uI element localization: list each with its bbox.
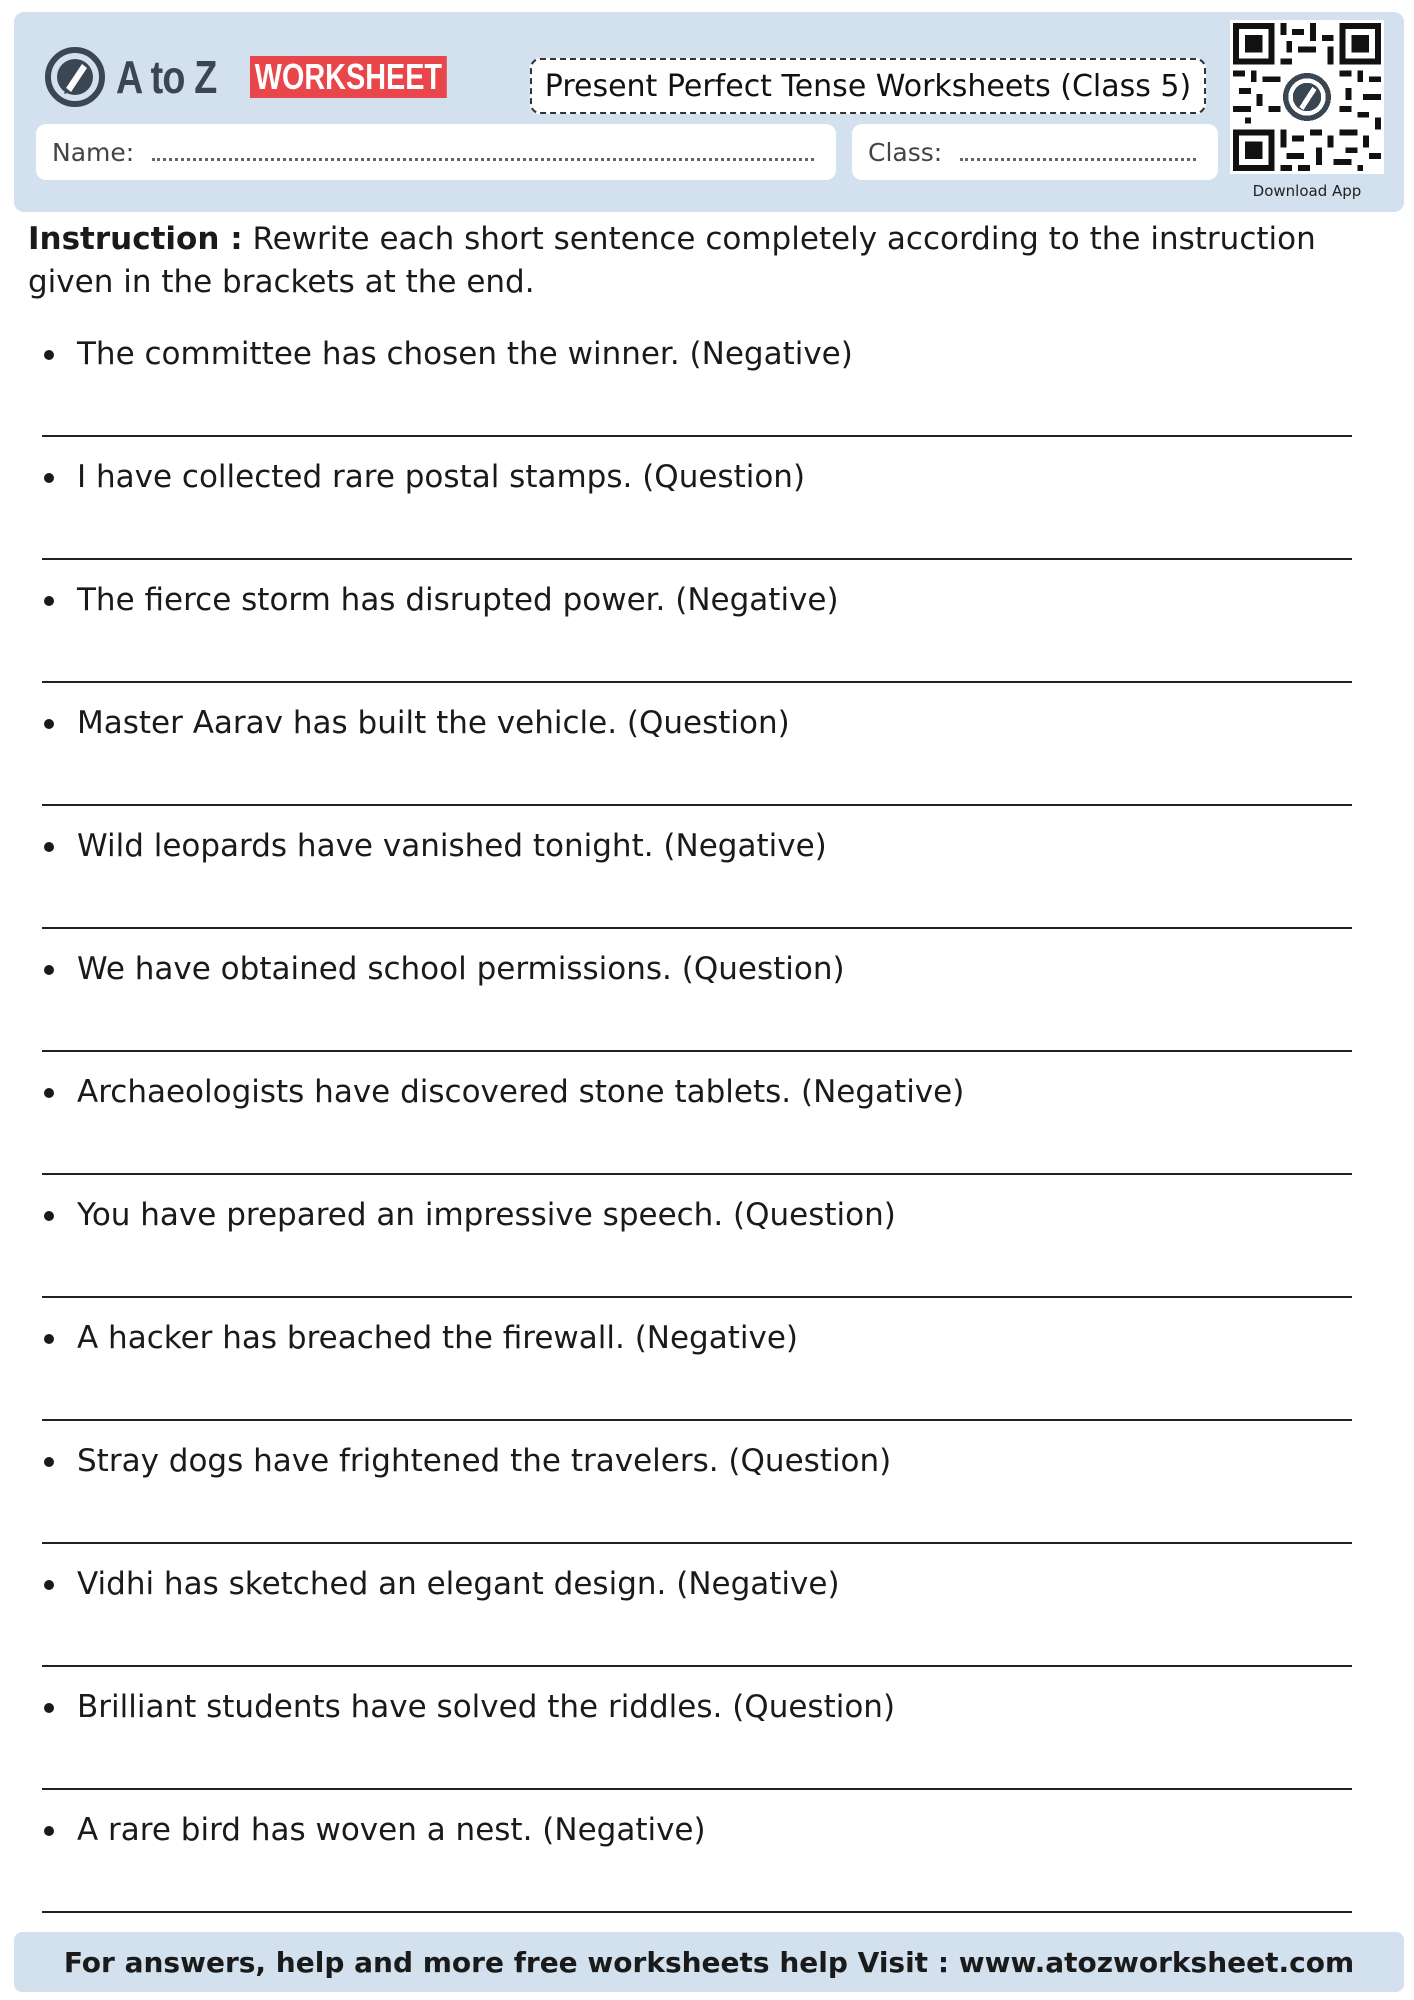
name-field[interactable] — [36, 124, 836, 180]
question-text: Master Aarav has built the vehicle. (Question) — [77, 705, 790, 741]
answer-line[interactable] — [42, 435, 1352, 437]
question-text: Vidhi has sketched an elegant design. (Negative) — [77, 1566, 840, 1602]
answer-line[interactable] — [42, 1173, 1352, 1175]
question-item — [0, 931, 1414, 1054]
bullet-icon — [44, 965, 54, 975]
instruction — [28, 218, 1388, 304]
bullet-icon — [44, 473, 54, 483]
brand-logo[interactable] — [44, 42, 442, 112]
question-item — [0, 1054, 1414, 1177]
name-dotted-line[interactable] — [152, 158, 814, 161]
class-field[interactable] — [852, 124, 1218, 180]
question-item — [0, 1300, 1414, 1423]
question-text: Wild leopards have vanished tonight. (Negative) — [77, 828, 827, 864]
bullet-icon — [44, 719, 54, 729]
question-text: Archaeologists have discovered stone tablets. (Negative) — [77, 1074, 965, 1110]
answer-line[interactable] — [42, 1296, 1352, 1298]
class-label: Class: — [868, 137, 943, 167]
question-text: Stray dogs have frightened the travelers. (Question) — [77, 1443, 892, 1479]
worksheet-title: Present Perfect Tense Worksheets (Class 5) — [530, 58, 1206, 114]
question-text: The fierce storm has disrupted power. (Negative) — [77, 582, 839, 618]
bullet-icon — [44, 1457, 54, 1467]
question-text: We have obtained school permissions. (Question) — [77, 951, 845, 987]
bullet-icon — [44, 1703, 54, 1713]
name-label: Name: — [52, 137, 135, 167]
question-item — [0, 439, 1414, 562]
bullet-icon — [44, 842, 54, 852]
answer-line[interactable] — [42, 1050, 1352, 1052]
question-text: I have collected rare postal stamps. (Question) — [77, 459, 806, 495]
question-item — [0, 1423, 1414, 1546]
pen-circle-icon — [44, 46, 106, 108]
footer-banner[interactable]: For answers, help and more free worksheets help Visit : www.atozworksheet.com — [14, 1932, 1404, 1992]
answer-line[interactable] — [42, 927, 1352, 929]
question-text: A rare bird has woven a nest. (Negative) — [77, 1812, 706, 1848]
instruction-label: Instruction : — [28, 221, 243, 257]
instruction-text: Rewrite each short sentence completely according to the instruction given in the brackets at the end. — [28, 221, 1316, 300]
question-item — [0, 808, 1414, 931]
bullet-icon — [44, 350, 54, 360]
class-dotted-line[interactable] — [960, 158, 1196, 161]
question-item — [0, 1792, 1414, 1915]
bullet-icon — [44, 1334, 54, 1344]
question-item — [0, 1177, 1414, 1300]
answer-line[interactable] — [42, 804, 1352, 806]
brand-suffix: WORKSHEET — [250, 56, 447, 98]
brand-prefix: A to Z — [116, 51, 217, 103]
answer-line[interactable] — [42, 558, 1352, 560]
question-item — [0, 562, 1414, 685]
answer-line[interactable] — [42, 1542, 1352, 1544]
question-text: The committee has chosen the winner. (Negative) — [77, 336, 853, 372]
bullet-icon — [44, 596, 54, 606]
question-item — [0, 685, 1414, 808]
question-text: Brilliant students have solved the riddles. (Question) — [77, 1689, 896, 1725]
bullet-icon — [44, 1088, 54, 1098]
qr-code-icon[interactable] — [1230, 20, 1384, 174]
question-text: You have prepared an impressive speech. (Question) — [77, 1197, 896, 1233]
answer-line[interactable] — [42, 1788, 1352, 1790]
answer-line[interactable] — [42, 1911, 1352, 1913]
download-app-caption: Download App — [1252, 182, 1362, 200]
answer-line[interactable] — [42, 681, 1352, 683]
bullet-icon — [44, 1211, 54, 1221]
question-item — [0, 316, 1414, 439]
bullet-icon — [44, 1826, 54, 1836]
question-item — [0, 1546, 1414, 1669]
worksheet-header — [14, 12, 1404, 212]
question-item — [0, 1669, 1414, 1792]
answer-line[interactable] — [42, 1419, 1352, 1421]
question-text: A hacker has breached the firewall. (Negative) — [77, 1320, 799, 1356]
bullet-icon — [44, 1580, 54, 1590]
answer-line[interactable] — [42, 1665, 1352, 1667]
